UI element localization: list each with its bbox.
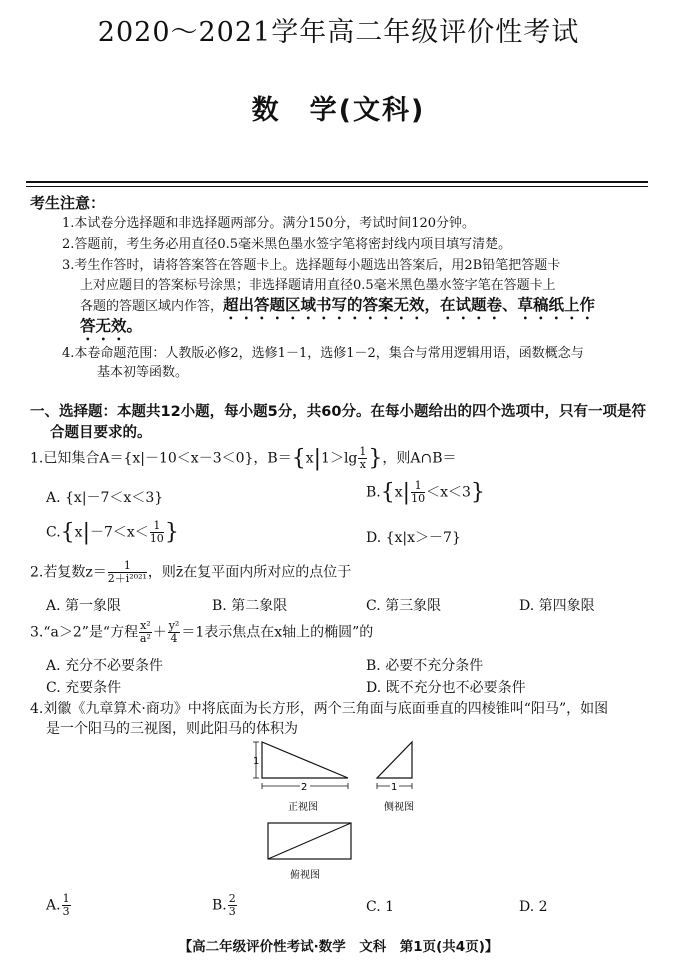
notice-emphasis-text: 超出答题区域书写的答案无效，在试题卷、草稿纸上作 xyxy=(223,296,596,314)
q1-c-num: 1 xyxy=(150,520,164,533)
question-4-stem-cont: 是一个阳马的三视图，则此阳马的体积为 xyxy=(46,721,298,737)
q4-a-den: 3 xyxy=(62,905,70,918)
q1-option-a[interactable]: A. {x|－7＜x＜3} xyxy=(46,490,164,506)
q1-b-num: 1 xyxy=(411,480,425,493)
q3-f1-num: x² xyxy=(140,619,151,632)
q3-f1-den: a² xyxy=(139,632,151,645)
top-view xyxy=(268,823,351,881)
q4-b-den: 3 xyxy=(228,905,236,918)
notice-item-1: 1.本试卷分选择题和非选择题两部分。满分150分，考试时间120分钟。 xyxy=(62,216,476,231)
q1-stem-cond: 1＞lg xyxy=(321,450,358,467)
q4-b-label: B. xyxy=(212,897,227,914)
q4-option-d[interactable]: D. 2 xyxy=(519,899,548,915)
notice-item-4: 4.本卷命题范围：人教版必修2，选修1－1，选修1－2，集合与常用逻辑用语，函数概念与 xyxy=(62,346,584,361)
bar: | xyxy=(402,480,411,505)
notice-emphasis-end: 答无效。 xyxy=(80,317,143,335)
notice-item-4-cont: 基本初等函数。 xyxy=(97,365,189,380)
q1-c-var: x xyxy=(74,524,83,541)
q1-stem-part: 1.已知集合A＝{x|－10＜x－3＜0}，B＝ xyxy=(30,450,292,467)
q2-stem-end: ，则z̄在复平面内所对应的点位于 xyxy=(147,564,352,581)
q1-option-b[interactable] xyxy=(366,480,485,505)
q1-c-fraction xyxy=(150,520,164,545)
q3-stem-end: ＝1表示焦点在x轴上的椭圆”的 xyxy=(181,624,374,641)
q1-c-rest: －7＜x＜ xyxy=(90,524,149,541)
q2-fraction xyxy=(108,560,147,585)
q2-stem-part: 2.若复数z＝ xyxy=(30,564,107,581)
q1-b-var: x xyxy=(394,484,403,501)
brace-close: } xyxy=(164,520,179,545)
notice-item-3-cont-2 xyxy=(80,293,595,323)
side-view xyxy=(377,742,414,813)
notice-item-3: 3.考生作答时，请将答案答在答题卡上。选择题每小题选出答案后，用2B铅笔把答题卡 xyxy=(62,258,561,273)
notice-heading: 考生注意： xyxy=(30,194,106,212)
q3-fraction-x xyxy=(139,620,152,645)
page-footer: 【高二年级评价性考试·数学 文科 第1页(共4页)】 xyxy=(178,939,499,955)
question-3-stem xyxy=(30,620,373,645)
q2-frac-num: 1 xyxy=(108,560,147,573)
notice-item-3-cont-1: 上对应题目的答案标号涂黑；非选择题请用直径0.5毫米黑色墨水签字笔在答题卡上 xyxy=(80,278,556,293)
section-heading-cont: 合题目要求的。 xyxy=(50,425,152,441)
question-4-stem: 4.刘徽《九章算术·商功》中将底面为长方形，两个三角面与底面垂直的四棱锥叫“阳马”，如图 xyxy=(30,701,609,717)
q2-option-c[interactable]: C. 第三象限 xyxy=(366,598,442,614)
q1-b-fraction xyxy=(411,480,425,505)
q3-stem-part: 3.“a＞2”是“方程 xyxy=(30,624,139,641)
q4-a-num: 1 xyxy=(62,892,70,905)
q3-option-c[interactable]: C. 充要条件 xyxy=(46,680,122,696)
question-2-stem xyxy=(30,560,351,585)
q1-c-den: 10 xyxy=(149,532,164,545)
q1-b-label: B. xyxy=(366,484,381,501)
q4-option-b[interactable] xyxy=(212,893,238,918)
front-width-label: 2 xyxy=(301,782,308,793)
subject-title: 数 学(文科) xyxy=(251,95,426,126)
q4-b-fraction xyxy=(228,893,237,918)
q3-fraction-y xyxy=(168,620,181,645)
brace-close: } xyxy=(470,480,485,505)
top-view-label: 俯视图 xyxy=(290,870,320,881)
q1-b-den: 10 xyxy=(411,492,426,505)
side-view-label: 侧视图 xyxy=(384,802,414,813)
q1-frac-den: x xyxy=(359,458,367,471)
q4-a-fraction xyxy=(62,893,71,918)
bar: | xyxy=(313,446,322,471)
q3-f2-num: y² xyxy=(168,619,180,632)
brace-open: { xyxy=(291,446,306,471)
brace-open: { xyxy=(60,520,75,545)
bar: | xyxy=(82,520,90,545)
front-height-label: 1 xyxy=(253,756,260,767)
q1-fraction xyxy=(358,446,367,471)
q3-option-a[interactable]: A. 充分不必要条件 xyxy=(46,658,164,674)
q3-plus: ＋ xyxy=(152,624,167,641)
q2-frac-den: 2＋i²⁰²¹ xyxy=(107,572,147,585)
q2-option-d[interactable]: D. 第四象限 xyxy=(519,598,595,614)
q1-frac-num: 1 xyxy=(359,445,367,458)
q2-option-b[interactable]: B. 第二象限 xyxy=(212,598,288,614)
section-heading: 一、选择题：本题共12小题，每小题5分，共60分。在每小题给出的四个选项中，只有一项是符 xyxy=(30,404,646,420)
front-view-label: 正视图 xyxy=(288,802,318,813)
q1-stem-end: ，则A∩B＝ xyxy=(382,450,457,467)
notice-item-2: 2.答题前，考生务必用直径0.5毫米黑色墨水签字笔将密封线内项目填写清楚。 xyxy=(62,237,512,252)
three-view-figure xyxy=(240,738,440,888)
front-view xyxy=(253,742,348,813)
q1-option-c[interactable] xyxy=(46,520,179,545)
q4-option-a[interactable] xyxy=(46,893,72,918)
notice-plain-text: 各题的答题区域内作答， xyxy=(80,299,224,314)
q2-option-a[interactable]: A. 第一象限 xyxy=(46,598,122,614)
exam-title: 2020～2021学年高二年级评价性考试 xyxy=(97,17,580,48)
question-1-stem xyxy=(30,446,457,471)
divider-thin xyxy=(26,186,648,187)
q3-f2-den: 4 xyxy=(170,632,178,645)
q1-stem-var: x xyxy=(305,450,314,467)
q3-option-d[interactable]: D. 既不充分也不必要条件 xyxy=(366,680,526,696)
q1-option-d[interactable]: D. {x|x＞－7} xyxy=(366,530,461,546)
q4-b-num: 2 xyxy=(228,892,236,905)
q4-option-c[interactable]: C. 1 xyxy=(366,899,395,915)
q1-c-label: C. xyxy=(46,524,61,541)
brace-close: } xyxy=(368,446,383,471)
side-width-label: 1 xyxy=(391,782,398,793)
q4-a-label: A. xyxy=(46,897,61,914)
q1-b-rest: ＜x＜3 xyxy=(426,484,471,501)
brace-open: { xyxy=(380,480,395,505)
q3-option-b[interactable]: B. 必要不充分条件 xyxy=(366,658,484,674)
divider-thick xyxy=(26,181,648,183)
